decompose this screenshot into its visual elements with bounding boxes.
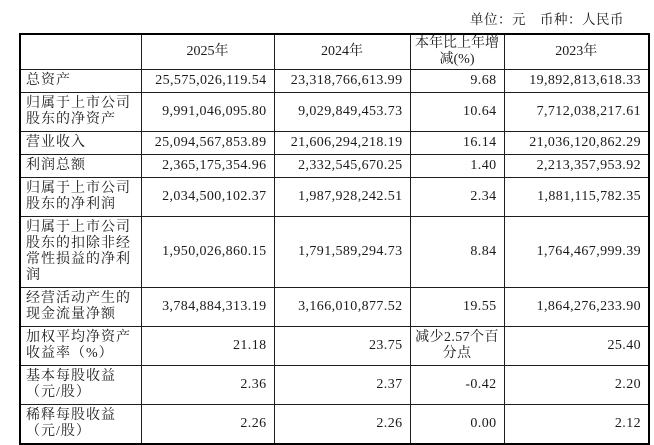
- change-cell: 10.64: [410, 93, 504, 132]
- value-cell: 25,575,026,119.54: [141, 70, 274, 93]
- change-cell: 19.55: [410, 288, 504, 327]
- value-cell: 19,892,813,618.33: [504, 70, 649, 93]
- value-cell: 2,365,175,354.96: [141, 155, 274, 178]
- table-row: [20, 155, 649, 178]
- table-row: [20, 217, 649, 288]
- row-label-cell: 经营活动产生的现金流量净额: [20, 288, 141, 327]
- value-cell: 7,712,038,217.61: [504, 93, 649, 132]
- change-cell: 0.00: [410, 405, 504, 445]
- column-header: 2023年: [504, 34, 649, 70]
- value-cell: 9,029,849,453.73: [274, 93, 410, 132]
- value-cell: 2.37: [274, 366, 410, 405]
- table-header-row: [20, 34, 649, 70]
- value-cell: 2.26: [141, 405, 274, 445]
- value-cell: 2,034,500,102.37: [141, 178, 274, 217]
- value-cell: 1,864,276,233.90: [504, 288, 649, 327]
- value-cell: 1,987,928,242.51: [274, 178, 410, 217]
- value-cell: 2.12: [504, 405, 649, 445]
- value-cell: 1,881,115,782.35: [504, 178, 649, 217]
- value-cell: 9,991,046,095.80: [141, 93, 274, 132]
- column-header: 本年比上年增减(%): [410, 34, 504, 70]
- value-cell: 21,036,120,862.29: [504, 132, 649, 155]
- value-cell: 2.26: [274, 405, 410, 445]
- table-row: [20, 405, 649, 445]
- value-cell: 3,784,884,313.19: [141, 288, 274, 327]
- row-label-cell: 营业收入: [20, 132, 141, 155]
- value-cell: 3,166,010,877.52: [274, 288, 410, 327]
- unit-currency-label: 单位：元 币种：人民币: [470, 12, 624, 27]
- value-cell: 2,332,545,670.25: [274, 155, 410, 178]
- value-cell: 21,606,294,218.19: [274, 132, 410, 155]
- table-row: [20, 366, 649, 405]
- table-row: [20, 93, 649, 132]
- change-cell: 9.68: [410, 70, 504, 93]
- value-cell: 25,094,567,853.89: [141, 132, 274, 155]
- table-row: [20, 70, 649, 93]
- financial-summary-table: [19, 33, 650, 445]
- value-cell: 1,950,026,860.15: [141, 217, 274, 288]
- value-cell: 1,764,467,999.39: [504, 217, 649, 288]
- column-header-blank: [20, 34, 141, 70]
- column-header: 2025年: [141, 34, 274, 70]
- change-cell: -0.42: [410, 366, 504, 405]
- change-cell: 减少2.57个百分点: [410, 327, 504, 366]
- value-cell: 2.20: [504, 366, 649, 405]
- value-cell: 23,318,766,613.99: [274, 70, 410, 93]
- row-label-cell: 总资产: [20, 70, 141, 93]
- table-row: [20, 178, 649, 217]
- row-label-cell: 归属于上市公司股东的净资产: [20, 93, 141, 132]
- table-body: [20, 70, 649, 445]
- value-cell: 25.40: [504, 327, 649, 366]
- value-cell: 2,213,357,953.92: [504, 155, 649, 178]
- value-cell: 2.36: [141, 366, 274, 405]
- row-label-cell: 利润总额: [20, 155, 141, 178]
- row-label-cell: 归属于上市公司股东的净利润: [20, 178, 141, 217]
- change-cell: 1.40: [410, 155, 504, 178]
- value-cell: 1,791,589,294.73: [274, 217, 410, 288]
- table-row: [20, 288, 649, 327]
- change-cell: 8.84: [410, 217, 504, 288]
- value-cell: 21.18: [141, 327, 274, 366]
- row-label-cell: 稀释每股收益（元/股）: [20, 405, 141, 445]
- value-cell: 23.75: [274, 327, 410, 366]
- change-cell: 2.34: [410, 178, 504, 217]
- column-header: 2024年: [274, 34, 410, 70]
- table-row: [20, 327, 649, 366]
- row-label-cell: 加权平均净资产收益率（%）: [20, 327, 141, 366]
- table-row: [20, 132, 649, 155]
- change-cell: 16.14: [410, 132, 504, 155]
- row-label-cell: 基本每股收益（元/股）: [20, 366, 141, 405]
- row-label-cell: 归属于上市公司股东的扣除非经常性损益的净利润: [20, 217, 141, 288]
